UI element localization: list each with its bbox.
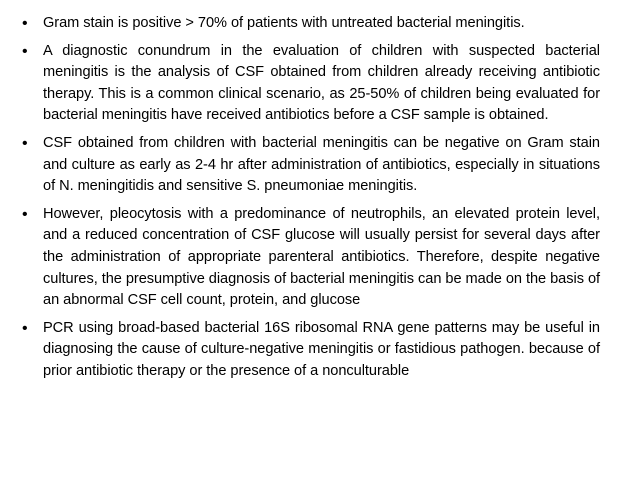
bullet-list [20,13,600,389]
bullet-text: CSF obtained from children with bacterial meningitis can be negative on Gram stain and culture as early as 2-4 hr after administration of antibiotics, especially in situations of N. meningitidis and sensitive S. pneumoniae meningitis. [43,134,600,195]
bullet-dot-icon: • [22,319,28,337]
bullet-item [20,13,600,35]
bullet-dot-icon: • [22,15,28,32]
bullet-text: A diagnostic conundrum in the evaluation of children with suspected bacterial meningitis is the analysis of CSF obtained from children already receiving antibiotic therapy. This is a common clinical scenario, as 25-50% of children being evaluated for bacterial meningitis have received antibiotics before a CSF sample is obtained. [43,42,600,124]
bullet-dot-icon: • [22,205,28,223]
bullet-text: Gram stain is positive > 70% of patients with untreated bacterial meningitis. [43,15,525,31]
bullet-dot-icon: • [22,42,28,60]
bullet-text: PCR using broad-based bacterial 16S ribosomal RNA gene patterns may be useful in diagnosing the cause of culture-negative meningitis or fastidious pathogen. because of prior antibiotic therapy or the presence of a nonculturable [43,319,600,379]
bullet-dot-icon: • [22,134,28,152]
bullet-item [20,204,600,312]
bullet-text: However, pleocytosis with a predominance of neutrophils, an elevated protein level, and a reduced concentration of CSF glucose will usually persist for several days after the administration of appropriate parenteral antibiotics. Therefore, despite negative cultures, the presumptive diagnosis of bacterial meningitis can be made on the basis of an abnormal CSF cell count, protein, and glucose [43,205,601,309]
bullet-item [20,318,600,383]
bullet-item [20,41,600,127]
bullet-item [20,133,600,198]
